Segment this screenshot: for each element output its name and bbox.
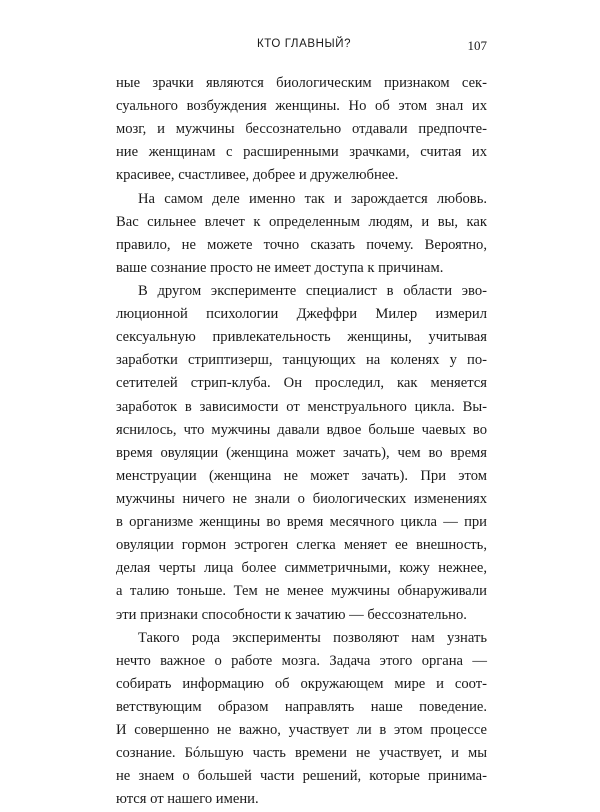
text-line: люционной психологии Джеффри Милер измерил xyxy=(116,306,487,323)
text-line: В другом эксперименте специалист в области эво- xyxy=(138,282,487,299)
text-line: собирать информацию об окружающем мире и соот- xyxy=(116,675,487,692)
page-number: 107 xyxy=(467,38,487,53)
text-line: эти признаки способности к зачатию — бессознательно. xyxy=(116,606,467,623)
text-line: сексуальную привлекательность женщины, учитывая xyxy=(116,329,487,346)
text-line: мозг, и мужчины бессознательно отдавали предпочте- xyxy=(116,121,487,138)
text-line: ются от нашего имени. xyxy=(116,791,259,808)
body-text xyxy=(116,72,487,812)
text-line: менструации (женщина не может зачать). При этом xyxy=(116,467,487,484)
text-line: заработки стриптизерш, танцующих на коленях у по- xyxy=(116,352,487,369)
text-line: нечто важное о работе мозга. Задача этого органа — xyxy=(116,652,487,669)
text-line: правило, не можете точно сказать почему. Вероятно, xyxy=(116,236,487,253)
text-line: сознание. Бóльшую часть времени не участвует, и мы xyxy=(116,745,487,762)
running-title: КТО ГЛАВНЫЙ? xyxy=(257,38,352,50)
text-line: мужчины ничего не знали о биологических изменениях xyxy=(116,490,487,507)
running-header xyxy=(116,38,487,54)
text-line: ние женщинам с расширенными зрачками, считая их xyxy=(116,144,487,161)
text-line: суального возбуждения женщины. Но об этом знал их xyxy=(116,98,487,115)
text-line: Вас сильнее влечет к определенным людям, и вы, как xyxy=(116,213,487,230)
text-line: ветствующим образом направлять наше поведение. xyxy=(116,698,487,715)
text-line: сетителей стрип-клуба. Он проследил, как меняется xyxy=(116,375,487,392)
text-line: заработок в зависимости от менструального цикла. Вы- xyxy=(116,398,487,415)
text-line: На самом деле именно так и зарождается любовь. xyxy=(138,190,487,207)
text-line: не знаем о большей части решений, которые принима- xyxy=(116,768,487,785)
text-line: красивее, счастливее, добрее и дружелюбнее. xyxy=(116,167,399,184)
text-line: делая черты лица более симметричными, кожу нежнее, xyxy=(116,560,487,577)
text-line: И совершенно не важно, участвует ли в этом процессе xyxy=(116,722,487,739)
text-line: время овуляции (женщина может зачать), чем во время xyxy=(116,444,487,461)
text-line: Такого рода эксперименты позволяют нам узнать xyxy=(138,629,487,646)
text-line: ваше сознание просто не имеет доступа к причинам. xyxy=(116,259,444,276)
text-line: а талию тоньше. Тем не менее мужчины обнаруживали xyxy=(116,583,487,600)
text-line: ные зрачки являются биологическим признаком сек- xyxy=(116,75,487,91)
text-line: в организме женщины во время месячного цикла — при xyxy=(116,514,487,531)
text-line: овуляции гормон эстроген слегка меняет ее внешность, xyxy=(116,537,487,554)
text-line: яснилось, что мужчины давали вдвое больше чаевых во xyxy=(116,421,487,438)
